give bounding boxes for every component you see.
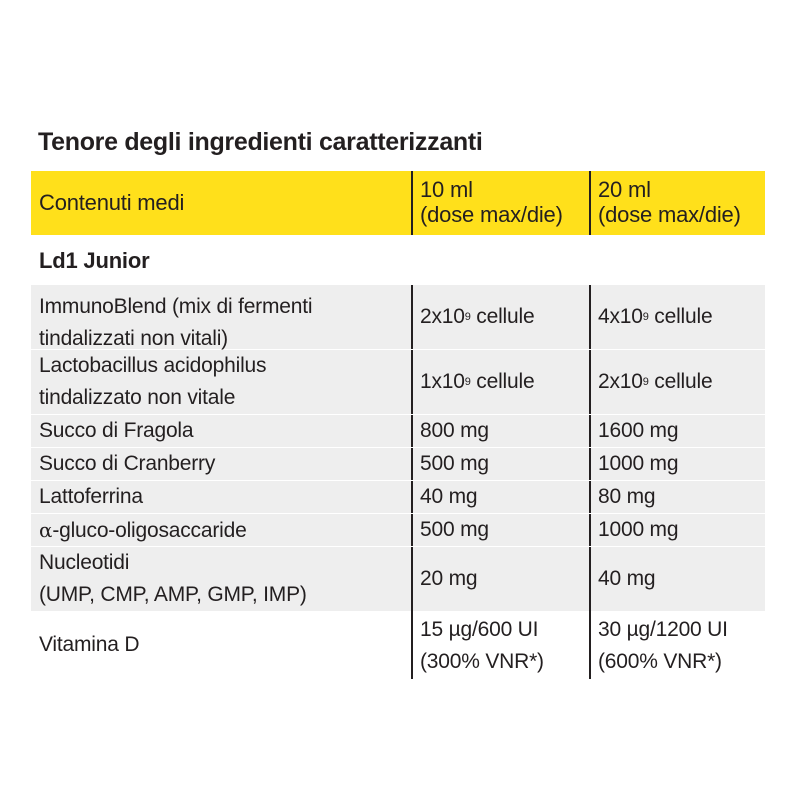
ingredient-name <box>31 285 411 349</box>
ingredient-name-line1: Nucleotidi <box>39 551 130 574</box>
value-20ml: 1000 mg <box>589 448 765 480</box>
value-10ml: 500 mg <box>411 448 589 480</box>
ingredient-name: Succo di Cranberry <box>39 452 216 475</box>
table-row <box>31 611 765 679</box>
value-20ml: 1000 mg <box>589 514 765 546</box>
header-10ml-dose: (dose max/die) <box>420 202 563 227</box>
table-row <box>31 481 765 513</box>
ingredient-name-line1: ImmunoBlend (mix di fermenti <box>39 295 313 318</box>
value-10ml-line1: 15 µg/600 UI <box>420 618 539 641</box>
table-row <box>31 415 765 447</box>
value-20ml: 1600 mg <box>589 415 765 447</box>
table-header-row <box>31 171 765 235</box>
header-10ml-volume: 10 ml <box>420 177 473 202</box>
table-row <box>31 350 765 414</box>
value-20ml-line1: 30 µg/1200 UI <box>598 618 728 641</box>
table-row <box>31 547 765 611</box>
value-20ml: 40 mg <box>589 547 765 611</box>
header-20ml-volume: 20 ml <box>598 177 651 202</box>
value-10ml: 40 mg <box>411 481 589 513</box>
header-10ml <box>411 171 589 235</box>
header-20ml-dose: (dose max/die) <box>598 202 741 227</box>
ingredient-name: Lattoferrina <box>39 485 143 508</box>
value-10ml: 2x10 9 cellule <box>411 285 589 349</box>
header-20ml <box>589 171 765 235</box>
ingredient-name <box>31 350 411 414</box>
ingredient-name: α-gluco-oligosaccaride <box>39 518 247 542</box>
section-row <box>31 235 765 285</box>
value-20ml: 80 mg <box>589 481 765 513</box>
table-row <box>31 514 765 546</box>
ingredient-name <box>31 547 411 611</box>
ingredient-name: Succo di Fragola <box>39 419 194 442</box>
ingredient-name-line2: tindalizzati non vitali) <box>39 327 228 350</box>
table-row <box>31 285 765 349</box>
value-10ml-line2: (300% VNR*) <box>420 650 544 673</box>
value-10ml: 500 mg <box>411 514 589 546</box>
value-10ml: 800 mg <box>411 415 589 447</box>
ingredient-name-line1: Lactobacillus acidophilus <box>39 354 267 377</box>
ingredient-name-line2: tindalizzato non vitale <box>39 386 236 409</box>
value-20ml: 4x10 9 cellule <box>589 285 765 349</box>
value-10ml: 20 mg <box>411 547 589 611</box>
ingredient-name-line2: (UMP, CMP, AMP, GMP, IMP) <box>39 583 307 606</box>
ingredients-table <box>31 171 765 679</box>
table-row <box>31 448 765 480</box>
value-20ml-line2: (600% VNR*) <box>598 650 722 673</box>
alpha-symbol: α <box>39 518 53 542</box>
section-title: Ld1 Junior <box>39 248 150 273</box>
value-20ml: 2x10 9 cellule <box>589 350 765 414</box>
header-contenuti-medi: Contenuti medi <box>39 190 185 215</box>
value-10ml: 1x10 9 cellule <box>411 350 589 414</box>
value-10ml <box>411 611 589 679</box>
ingredient-name: Vitamina D <box>39 633 140 656</box>
table-title: Tenore degli ingredienti caratterizzanti <box>38 128 483 156</box>
value-20ml <box>589 611 765 679</box>
